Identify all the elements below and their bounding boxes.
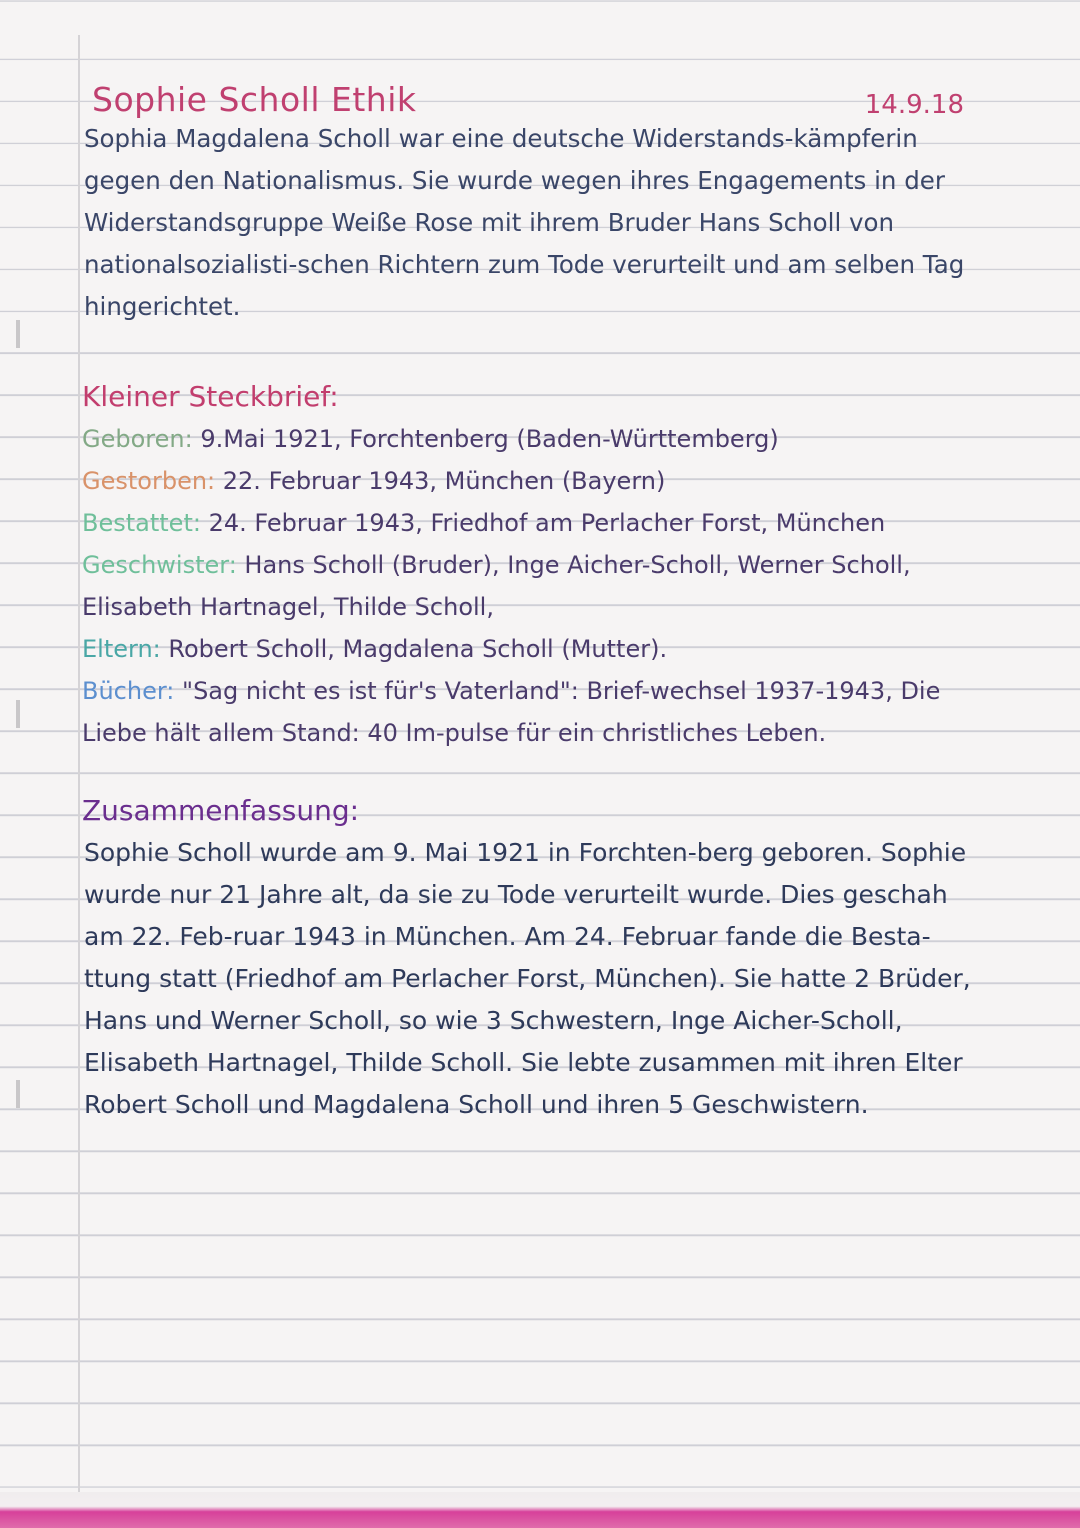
profile-label: Bestattet: <box>82 509 201 537</box>
date: 14.9.18 <box>864 90 964 120</box>
profile-list <box>82 418 982 754</box>
profile-value: 24. Februar 1943, Friedhof am Perlacher Forst, München <box>208 509 886 537</box>
profile-label: Geboren: <box>82 425 193 453</box>
profile-item-born <box>82 418 982 460</box>
profile-item-parents <box>82 628 982 670</box>
profile-label: Bücher: <box>82 677 175 705</box>
profile-value: 22. Februar 1943, München (Bayern) <box>222 467 666 495</box>
header <box>82 60 982 118</box>
page-bottom-edge <box>0 1492 1080 1528</box>
page-title: Sophie Scholl Ethik <box>92 80 417 119</box>
profile-item-books <box>82 670 982 754</box>
page-hole <box>16 320 20 348</box>
profile-label: Geschwister: <box>82 551 237 579</box>
profile-value: 9.Mai 1921, Forchtenberg (Baden-Württemberg) <box>200 425 779 453</box>
summary-paragraph: Sophie Scholl wurde am 9. Mai 1921 in Forchten-berg geboren. Sophie wurde nur 21 Jahre alt, da sie zu Tode verurteilt wurde. Dies geschah am 22. Feb-ruar 1943 in München. Am 24. Februar fande die Besta-ttung statt (Friedhof am Perlacher Forst, München). Sie hatte 2 Brüder, Hans und Werner Scholl, so wie 3 Schwestern, Inge Aicher-Scholl, Elisabeth Hartnagel, Thilde Scholl. Sie lebte zusammen mit ihren Elter Robert Scholl und Magdalena Scholl und ihren 5 Geschwistern. <box>84 838 979 1119</box>
handwritten-notes <box>82 60 982 1126</box>
margin-line <box>78 35 80 1493</box>
profile-value: "Sag nicht es ist für's Vaterland": Brief-wechsel 1937-1943, Die Liebe hält allem Stand: 40 Im-pulse für ein christliches Leben. <box>82 677 941 747</box>
summary-title: Zusammenfassung: <box>82 794 360 827</box>
summary-section <box>82 790 982 1126</box>
profile-title: Kleiner Steckbrief: <box>82 380 339 413</box>
profile-value: Robert Scholl, Magdalena Scholl (Mutter). <box>168 635 668 663</box>
profile-value: Hans Scholl (Bruder), Inge Aicher-Scholl, Werner Scholl, Elisabeth Hartnagel, Thilde Scholl, <box>82 551 911 621</box>
profile-label: Gestorben: <box>82 467 216 495</box>
page-hole <box>16 1080 20 1108</box>
page-hole <box>16 700 20 728</box>
profile-item-died <box>82 460 982 502</box>
profile-item-siblings <box>82 544 982 628</box>
profile-label: Eltern: <box>82 635 161 663</box>
intro-paragraph: Sophia Magdalena Scholl war eine deutsche Widerstands-kämpferin gegen den Nationalismus. Sie wurde wegen ihres Engagements in der Widerstandsgruppe Weiße Rose mit ihrem Bruder Hans Scholl von nationalsozialisti-schen Richtern zum Tode verurteilt und am selben Tag hingerichtet. <box>84 124 973 321</box>
profile-item-buried <box>82 502 982 544</box>
